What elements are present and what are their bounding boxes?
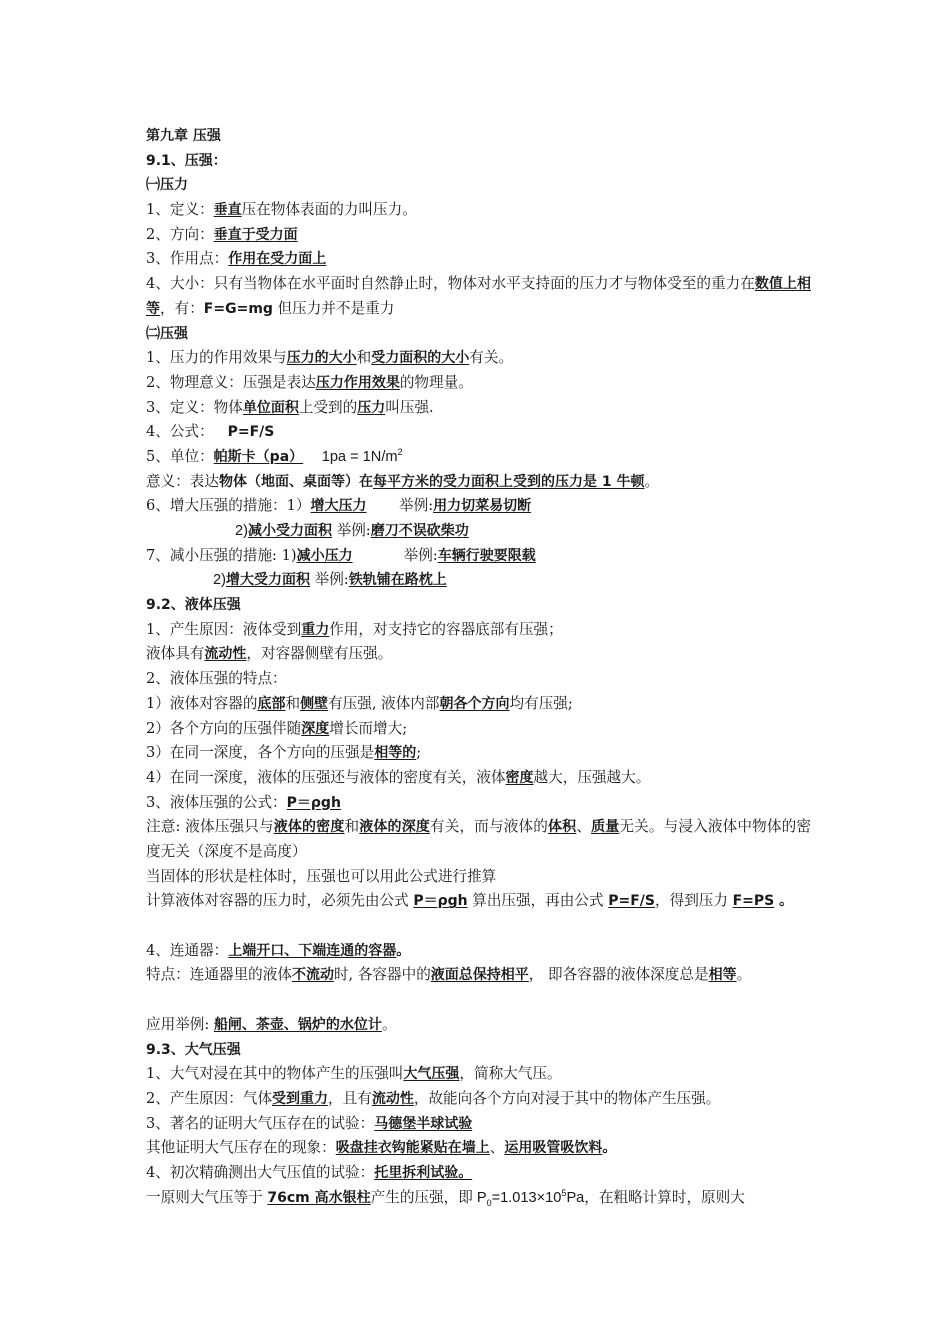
text-run: 。 [644,472,660,490]
text-run: 。 [602,1140,617,1157]
text-run: 大气压强 [403,1066,460,1083]
text-run: 6、增大压强的措施：1） [146,497,311,515]
text-run: 磨刀不误砍柴功 [370,523,469,540]
text-run: 用力切菜易切断 [433,498,532,515]
paragraph-pressure-definition [146,396,811,421]
text-run: 有压强, 液体内部 [328,694,440,712]
paragraph-unit [146,445,811,470]
paragraph-note [146,815,811,864]
text-run: 液体具有 [146,645,205,663]
text-run: 76cm 高水银柱 [267,1189,371,1206]
text-run: 增长而增大; [329,719,408,737]
document-page [146,124,811,1210]
text-run: 3、著名的证明大气压存在的试验： [146,1114,375,1132]
text-run: 每平方米的受力面积上受到的压力是 1 牛顿 [372,473,645,490]
text-run: 。 [396,942,411,959]
paragraph-connector-features [146,963,811,1012]
text-run: ，对容器侧壁有压强。 [246,645,393,663]
paragraph-standard-atmosphere [146,1186,811,1211]
paragraph-decrease-pressure [146,544,811,569]
paragraph-liquid-fluidity [146,642,811,667]
text-run: 压力的大小 [286,350,357,367]
text-run: 液面总保持相平 [430,967,529,984]
text-run: P=F/S [227,424,275,441]
text-run: 单位面积 [242,399,299,416]
text-run: 意义：表达 [146,472,219,490]
text-run: 压力作用效果 [315,374,400,391]
text-run: 其他证明大气压存在的现象： [146,1139,336,1157]
text-run: =1.013×10 [491,1189,562,1206]
paragraph-atmos-experiment [146,1112,811,1137]
text-run: 4、大小：只有当物体在水平面时自然静止时，物体对水平支持面的压力才与物体受至的重力在 [146,275,755,293]
paragraph-liquid-features [146,667,811,692]
text-run: 2、液体压强的特点： [146,670,287,688]
text-run: 1、定义： [146,201,214,219]
text-run: 2) [235,523,248,540]
text-run: 物体（地面、桌面等）在 [218,473,373,490]
text-run: 深度 [301,720,330,737]
text-run: 3、作用点： [146,250,229,268]
text-run: ，简称大气压。 [459,1065,562,1083]
text-run: 3）在同一深度，各个方向的压强是 [146,744,375,762]
text-run: 1、压力的作用效果与 [146,349,287,367]
text-run: ，有： [160,299,204,317]
text-run: 垂直 [213,202,242,219]
text-run: 上受到的 [298,398,358,416]
text-run: 减小受力面积 [247,523,332,540]
paragraph-formula [146,420,811,445]
text-run: 算出压强，再由公式 [467,892,609,910]
text-run: 侧壁 [300,695,329,712]
text-run: 质量 [591,819,620,836]
paragraph-increase-pressure [146,494,811,519]
text-run: 和 [285,694,301,712]
text-run: 特点：连通器里的液体 [146,966,292,984]
text-run: 9.1、压强： [146,152,227,169]
text-run: 和 [356,349,372,367]
text-run: 吸盘挂衣钩能紧贴在墙上 [335,1140,490,1157]
paragraph-atmos-cause [146,1087,811,1112]
paragraph-solid-cylinder [146,865,811,890]
paragraph-direction [146,223,811,248]
text-run: 应用举例: [146,1015,214,1033]
text-run: 5 [561,1187,567,1198]
text-run: 压力 [357,399,386,416]
text-run: 运用吸管吸饮料 [504,1140,603,1157]
paragraph-torricelli [146,1161,811,1186]
text-run: 举例: [403,546,438,564]
text-run: 1）液体对容器的 [146,694,258,712]
text-run: 1、产生原因：液体受到 [146,620,302,638]
text-run: 和 [344,818,360,836]
text-run: ; [416,744,422,762]
paragraph-feature-1 [146,692,811,717]
paragraph-feature-2 [146,717,811,742]
text-run: 9.3、大气压强 [146,1041,241,1058]
text-run: 液体的深度 [359,819,431,836]
text-run: ㈡压强 [146,325,188,342]
text-run: 注意: 液体压强只与 [146,818,274,836]
text-run: 。 [381,1015,397,1033]
text-run: 4、公式： [146,423,214,441]
text-run: 受到重力 [272,1090,329,1107]
text-run: 流动性 [371,1090,414,1107]
text-run: 当固体的形状是柱体时，压强也可以用此公式进行推算 [146,867,497,885]
text-run: Pa，在粗略计算时，原则大 [566,1189,745,1206]
text-run: 作用在受力面上 [228,251,327,268]
subheading-pressure-force [146,173,811,198]
paragraph-liquid-formula [146,791,811,816]
text-run: 有关。 [469,349,514,367]
text-run: F=G=mg [203,300,273,317]
text-run: 2、产生原因：气体 [146,1089,273,1107]
text-run: 叫压强. [385,398,434,416]
paragraph-definition [146,198,811,223]
paragraph-connector [146,939,811,964]
paragraph-unit-meaning [146,470,811,495]
text-run: 体积 [548,819,577,836]
text-run: 第九章 压强 [146,128,221,144]
text-run: ㈠压力 [146,177,188,194]
text-run: 2 [397,447,403,458]
text-run: 相等的 [374,745,417,762]
text-run: 车辆行驶要限载 [437,547,536,564]
text-run: 。 [774,893,794,910]
paragraph-feature-3 [146,741,811,766]
text-run: 1pa = 1N/m [321,448,398,465]
paragraph-atmos-phenomena [146,1136,811,1161]
text-run: 计算液体对容器的压力时，必须先由公式 [146,892,414,910]
text-run: 2) [213,572,226,589]
text-run: ，故能向各个方向对浸于其中的物体产生压强。 [413,1089,721,1107]
text-run: 、 [489,1139,505,1157]
text-run: 2）各个方向的压强伴随 [146,719,302,737]
text-run: 2、物理意义：压强是表达 [146,373,316,391]
text-run: 9.2、液体压强 [146,597,241,614]
text-run: 数值上相等 [146,276,811,317]
text-run: 有关，而与液体的 [430,818,549,836]
text-run: 流动性 [204,646,247,663]
text-run: 不流动 [291,967,334,984]
section-heading-9-1 [146,149,811,174]
paragraph-physical-meaning [146,371,811,396]
text-run: 托里拆利试验。 [374,1164,473,1181]
text-run: 举例: [331,522,371,540]
text-run: P=F/S [608,893,655,910]
section-heading-9-2 [146,593,811,618]
text-run: 垂直于受力面 [213,226,298,243]
text-run: 铁轨铺在路枕上 [348,572,447,589]
text-run: 马德堡半球试验 [374,1115,473,1132]
paragraph-connector-examples [146,1013,811,1038]
text-run: 帕斯卡（pa） [213,448,304,465]
text-run: ， 即各容器的液体深度总是 [528,966,709,984]
text-run: ，且有 [328,1089,372,1107]
paragraph-increase-pressure-2 [146,519,811,544]
text-run: ，得到压力 [655,892,733,910]
text-run: 减小压力 [296,547,353,564]
text-run: P＝ρgh [413,893,468,910]
text-run: 相等 [708,967,737,984]
text-run: 。 [736,966,752,984]
chapter-title [146,124,811,149]
text-run: 7、减小压强的措施: 1) [146,546,297,564]
text-run: 2、方向： [146,225,214,243]
section-heading-9-3 [146,1038,811,1063]
text-run: P＝ρgh [286,794,341,811]
text-run: 4、初次精确测出大气压值的试验： [146,1163,375,1181]
text-run: 的物理量。 [399,373,473,391]
text-run: 一原则大气压等于 [146,1188,268,1206]
text-run: 底部 [257,695,286,712]
text-run: 时, 各容器中的 [333,966,431,984]
text-run: 产生的压强，即 P [370,1189,487,1206]
text-run: 液体的密度 [273,819,345,836]
subheading-pressure [146,322,811,347]
text-run: 4、连通器： [146,941,229,959]
text-run: 举例: [309,571,349,589]
text-run: 压在物体表面的力叫压力。 [241,201,417,219]
text-run: 3、定义：物体 [146,398,243,416]
text-run: 密度 [505,769,534,786]
text-run: 越大，压强越大。 [533,768,651,786]
text-run: 重力 [301,621,330,638]
text-run: 但压力并不是重力 [272,299,395,317]
paragraph-magnitude [146,272,811,321]
paragraph-atmos-definition [146,1062,811,1087]
text-run: 上端开口、下端连通的容器 [228,942,397,959]
text-run: 均有压强; [509,694,573,712]
text-run: 0 [486,1197,492,1208]
text-run: 无关。与浸入液体中物体的密度无关（深度不是高度） [146,818,811,860]
text-run: 朝各个方向 [439,695,510,712]
text-run: 、 [576,818,592,836]
paragraph-pressure-effect [146,346,811,371]
text-run: 举例: [399,497,434,515]
paragraph-decrease-pressure-2 [146,568,811,593]
paragraph-point-of-action [146,247,811,272]
text-run: 4）在同一深度，液体的压强还与液体的密度有关，液体 [146,768,506,786]
text-run: 受力面积的大小 [371,350,470,367]
paragraph-liquid-cause [146,618,811,643]
paragraph-liquid-force [146,889,811,938]
text-run: 船闸、茶壶、锅炉的水位计 [213,1016,382,1033]
text-run: F=PS [732,893,775,910]
text-run: 增大压力 [310,498,367,515]
text-run: 增大受力面积 [225,572,310,589]
text-run: 5、单位： [146,447,214,465]
paragraph-feature-4 [146,766,811,791]
text-run: 作用，对支持它的容器底部有压强； [329,620,563,638]
text-run: 3、液体压强的公式： [146,793,287,811]
text-run: 1、大气对浸在其中的物体产生的压强叫 [146,1065,404,1083]
